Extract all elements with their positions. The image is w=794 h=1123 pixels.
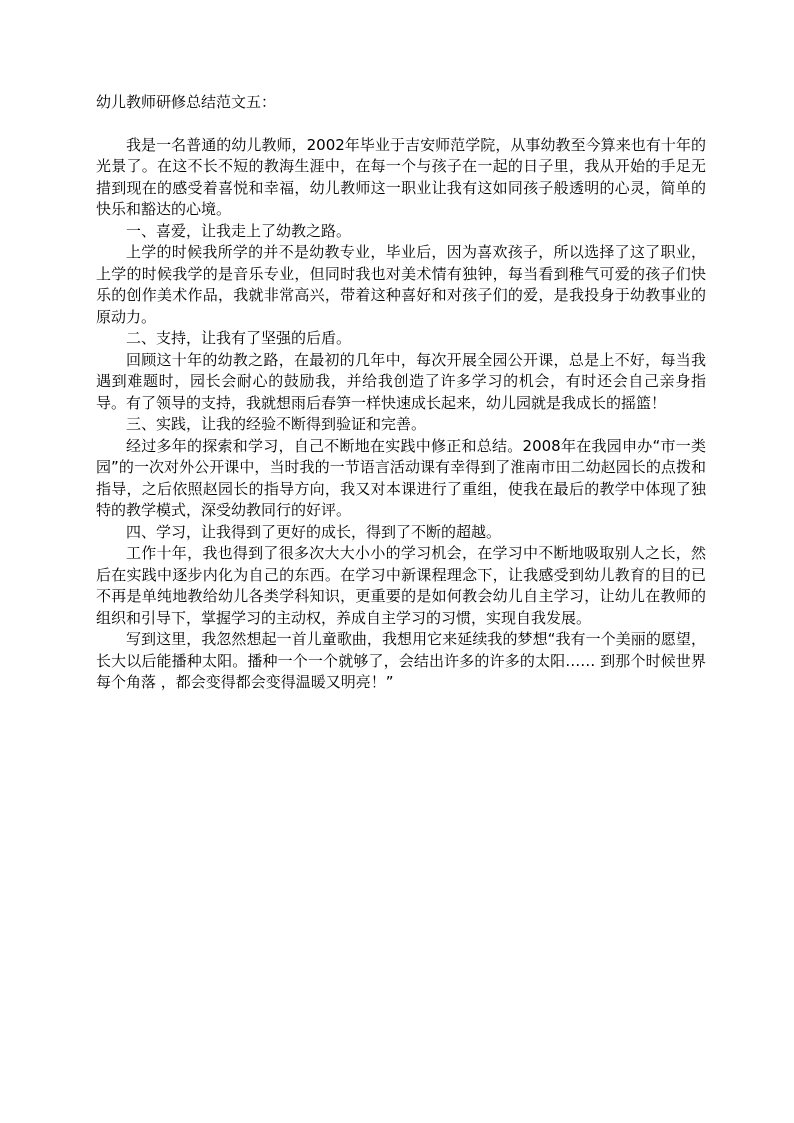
section-heading-3: 三、实践，让我的经验不断得到验证和完善。 [126, 415, 427, 433]
paragraph-section-2: 回顾这十年的幼教之路，在最初的几年中，每次开展全园公开课，总是上不好，每当我遇到难题时，园长会耐心的鼓励我，并给我创造了许多学习的机会，有时还会自己亲身指导。有了领导的支持，我就想雨后春笋一样快速成长起来，幼儿园就是我成长的摇篮！ [96, 350, 706, 412]
paragraph-section-3: 经过多年的探索和学习，自己不断地在实践中修正和总结。2008年在我园申办“市一类园”的一次对外公开课中，当时我的一节语言活动课有幸得到了淮南市田二幼赵园长的点拨和指导，之后依照赵园长的指导方向，我又对本课进行了重组，使我在最后的教学中体现了独特的教学模式，深受幼教同行的好评。 [96, 436, 706, 519]
document-title: 幼儿教师研修总结范文五： [96, 93, 277, 111]
paragraph-section-1: 上学的时候我所学的并不是幼教专业，毕业后，因为喜欢孩子，所以选择了这了职业，上学的时候我学的是音乐专业，但同时我也对美术情有独钟，每当看到稚气可爱的孩子们快乐的创作美术作品，我就非常高兴，带着这种喜好和对孩子们的爱，是我投身于幼教事业的原动力。 [96, 243, 706, 326]
document-page [96, 92, 706, 694]
section-heading-1: 一、喜爱，让我走上了幼教之路。 [126, 221, 352, 240]
section-heading-2: 二、支持，让我有了坚强的后盾。 [126, 329, 352, 347]
section-heading-4: 四、学习，让我得到了更好的成长，得到了不断的超越。 [126, 522, 502, 541]
paragraph-intro: 我是一名普通的幼儿教师，2002年毕业于吉安师范学院，从事幼教至今算来也有十年的光景了。在这不长不短的教海生涯中，在每一个与孩子在一起的日子里，我从开始的手足无措到现在的感受着喜悦和幸福，幼儿教师这一职业让我有这如同孩子般透明的心灵，简单的快乐和豁达的心境。 [96, 135, 706, 218]
paragraph-conclusion: 写到这里，我忽然想起一首儿童歌曲，我想用它来延续我的梦想“我有一个美丽的愿望，长大以后能播种太阳。播种一个一个就够了，会结出许多的许多的太阳…… 到那个时候世界每个角落 ，都会变得都会变得温暖又明亮！” [96, 630, 706, 691]
paragraph-section-4: 工作十年，我也得到了很多次大大小小的学习机会，在学习中不断地吸取别人之长，然后在实践中逐步内化为自己的东西。在学习中新课程理念下，让我感受到幼儿教育的目的已不再是单纯地教给幼儿各类学科知识，更重要的是如何教会幼儿自主学习，让幼儿在教师的组织和引导下，掌握学习的主动权，养成自主学习的习惯，实现自我发展。 [96, 544, 706, 627]
